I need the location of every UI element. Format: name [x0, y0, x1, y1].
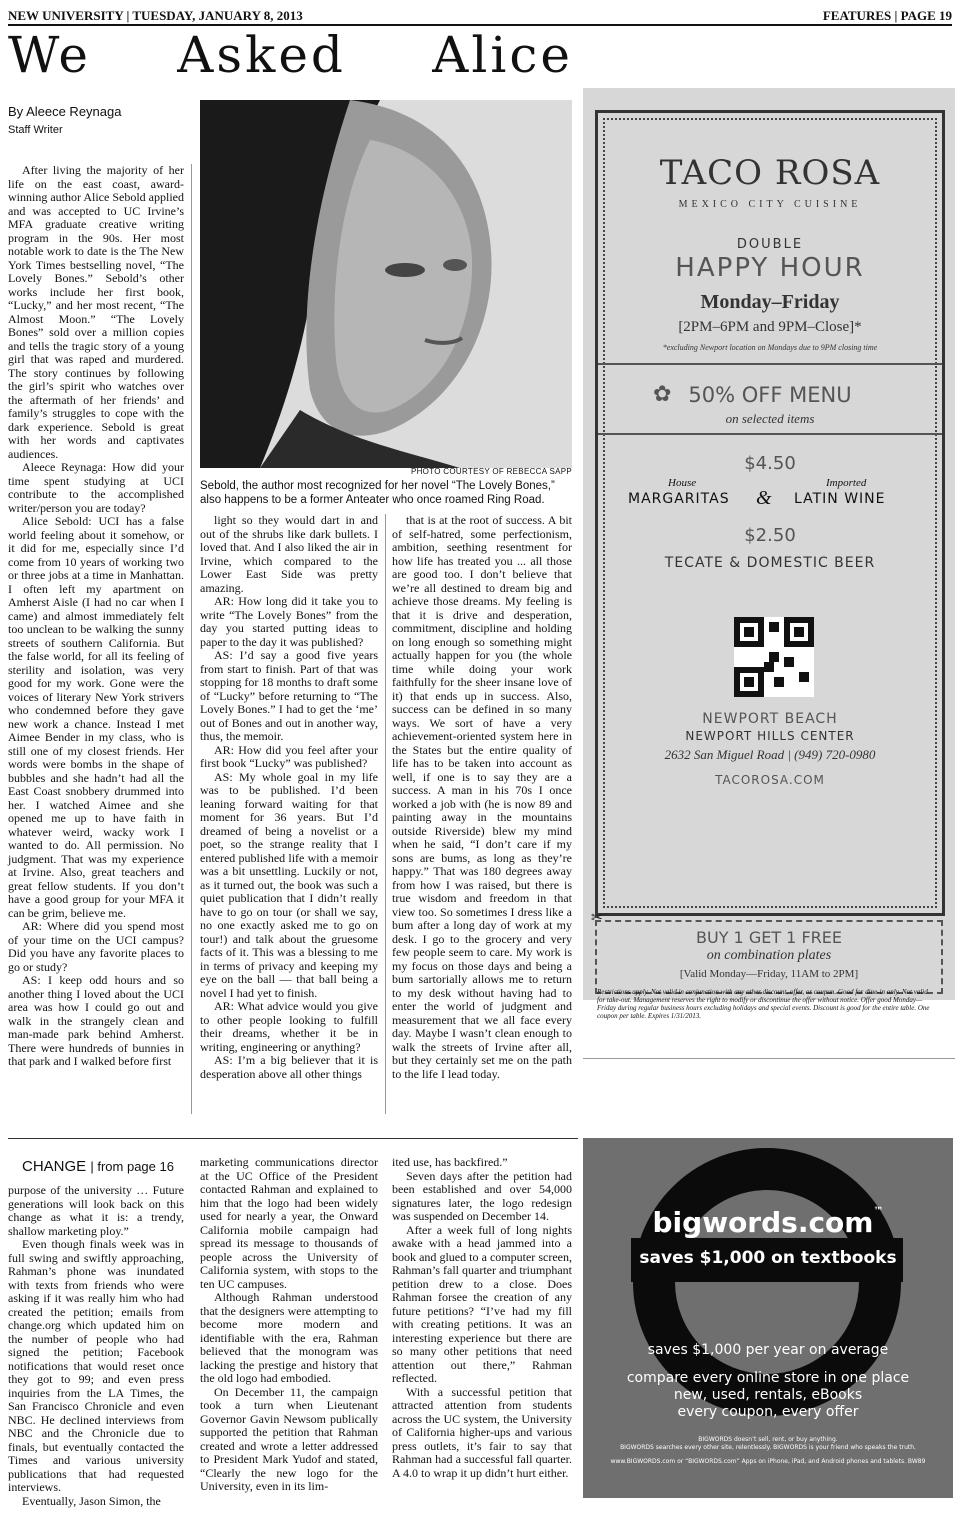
bigwords-line-2: compare every online store in one place: [626, 1370, 910, 1386]
paragraph: AS: I’d say a good five years from start to finish. Part of that was stopping for 18 months to draft some of “Lucky” before returning to “The Lovely Bones.” I had to get the ‘me’ out of Bones and out in another way, thus, the memoir.: [200, 648, 378, 743]
bigwords-line-4: every coupon, every offer: [677, 1404, 859, 1420]
ad-address: 2632 San Miguel Road | (949) 720-0980: [664, 747, 876, 762]
bigwords-ad[interactable]: [583, 1138, 953, 1498]
portrait-image: [200, 100, 572, 468]
ad-double: DOUBLE: [736, 237, 804, 252]
ad-latin-wine: LATIN WINE: [794, 491, 886, 507]
ad-website[interactable]: TACOROSA.COM: [715, 773, 825, 787]
ad-tagline: MEXICO CITY CUISINE: [678, 199, 862, 210]
jump-label: CHANGE: [22, 1158, 87, 1175]
ad-beer: TECATE & DOMESTIC BEER: [664, 555, 876, 571]
ad-menu-off: 50% OFF MENU: [688, 383, 852, 407]
taco-rosa-ad[interactable]: [583, 88, 955, 1020]
ad-note: *excluding Newport location on Mondays due to 9PM closing time: [662, 343, 878, 352]
byline: By Aleece Reynaga: [8, 104, 122, 119]
article-column-2: [200, 514, 378, 1081]
ad-house: House: [668, 477, 697, 489]
paragraph: Alice Sebold: UCI has a false world feeling about it somehow, or it did for me, especially since I’d come from 10 years of working two or three jobs at a time in Manhattan. I often left my apartment on Amherst Aisle (I had no car when I came) and almost immediately felt too unclean to be walking the sunny streets of southern California. But the false world, for all its feeling of sterility and isolation, was very good for my work. Gone were the voices of literary New York strivers who condemned before they gave new work a chance. Instead I met Aimee Bender in my class, who is still one of my closest friends. Her words were bombs in the shape of bubbles and she hadn’t had all the East Coast snobbery drummed into her. I watched Aimee and she opened me up to have faith in whatever weird, wacky work I wanted to do. All permission. No judgment. That was my experience at Irvine. Also, great teachers and great fellow students. If you don’t have a good group for your MFA it can be grim, believe me.: [8, 514, 184, 920]
section-divider: [8, 1138, 578, 1139]
title-word-1: We: [8, 26, 91, 84]
paragraph: After a week full of long nights awake with a head jammed into a book and glued to a computer screen, Rahman’s fall quarter and triumphant petition drew to a close. Does Rahman forsee the creation of any future petitions? “I’ve had my fill with creating petitions. It was an interesting experience but there are so many other petitions that need attention out there,” Rahman reflected.: [392, 1222, 572, 1385]
rose-icon: ✿: [653, 381, 672, 406]
bigwords-line-1: saves $1,000 per year on average: [647, 1342, 889, 1358]
paragraph: After living the majority of her life on the east coast, award-winning author Alice Sebold applied and was accepted to UC Irvine’s MFA graduate creative writing program in the 90s. Her most notable work to date is the The New York Times bestselling novel, “The Lovely Bones.” Sebold’s other works include her first book, “Lucky,” and her most recent, “The Almost Moon.” “The Lovely Bones” sold over a million copies and tells the tragic story of a young girl that was raped and murdered. The story continues by following the girl’s spirit who watches over the aftermath of her friends’ and family’s struggles to cope with the dark experience. Sebold is great with her words and captivates audiences.: [8, 163, 184, 461]
ad-menu-sub: on selected items: [725, 411, 815, 426]
paragraph: With a successful petition that attracted attention from students across the UC system, the University of California higher-ups and various press outlets, it’s fair to say that Rahman had a successful fall quarter. A 4.0 to wrap it up didn’t hurt either.: [392, 1384, 572, 1480]
header-left: NEW UNIVERSITY | TUESDAY, JANUARY 8, 2013: [8, 8, 303, 23]
paragraph: AR: What advice would you give to other people looking to fulfill their dreams, whether it be in writing, engineering or anything?: [200, 999, 378, 1054]
ad-location-2: NEWPORT HILLS CENTER: [685, 729, 855, 743]
ad-imported: Imported: [826, 477, 867, 489]
scissors-icon: ✂: [591, 911, 603, 926]
paragraph: AR: How long did it take you to write “The Lovely Bones” from the day you started putting ideas to paper to the day it was published?: [200, 594, 378, 649]
coupon-fine-print: Restrictions apply. Not valid in conjunction with any other discount, offer, or coupon. Good for dine-in only. Not valid for take-out. Management reserves the right to modify or discontinue the offer without notice. Offer good Monday—Friday during regular business hours excluding holidays and special events. Discount is good for the entire table. One coupon per table. Expires 1/31/2013.: [597, 988, 930, 1020]
bigwords-line-3: new, used, rentals, eBooks: [673, 1387, 863, 1403]
ad-price-2: $2.50: [744, 525, 796, 546]
article-column-3: [392, 514, 572, 1081]
section-divider: [583, 1058, 955, 1059]
jump-head: CHANGE | from page 16: [22, 1158, 174, 1175]
change-column-3: [392, 1156, 572, 1480]
header-right: FEATURES | PAGE 19: [822, 8, 952, 23]
paragraph: Aleece Reynaga: How did your time spent studying at UCI contribute to the accomplished writer/person you are today?: [8, 460, 184, 515]
coupon-subtitle: on combination plates: [706, 948, 832, 963]
column-divider: [385, 514, 386, 1114]
paragraph: marketing communications director at the UC Office of the President contacted Rahman and explained to him that the logo had been widely used for nearly a year, the Onward California mobile campaign had spread its message to thousands of people across the University of California system, with stops to the ten UC campuses.: [200, 1155, 378, 1291]
photo-credit: PHOTO COURTESY OF REBECCA SAPP: [410, 467, 572, 476]
ad-brand: TACO ROSA: [659, 153, 881, 193]
ad-location-1: NEWPORT BEACH: [702, 711, 838, 727]
bigwords-brand: bigwords.com™: [652, 1206, 884, 1239]
bigwords-fine-2: BIGWORDS searches every other site, relentlessly. BIGWORDS is your friend who speaks the truth.: [620, 1444, 916, 1451]
paragraph: AR: How did you feel after your first book “Lucky” was published?: [200, 742, 378, 770]
change-column-1: [8, 1184, 184, 1508]
qr-code-icon[interactable]: [734, 617, 814, 697]
paragraph: light so they would dart in and out of the shrubs like dark bullets. I loved that. And I also liked the air in Irvine, which compared to the Lower East Side was pretty amazing.: [200, 513, 378, 595]
photo-caption: Sebold, the author most recognized for her novel “The Lovely Bones,” also happens to be a former Anteater who once roamed Ring Road.: [200, 480, 555, 506]
byline-role: Staff Writer: [8, 124, 63, 136]
ad-border: [595, 110, 945, 916]
page-header: [8, 4, 952, 26]
paragraph: Eventually, Jason Simon, the: [22, 1493, 161, 1508]
author-photo: [200, 100, 572, 468]
paragraph: Seven days after the petition had been established and over 54,000 signatures later, the logo redesign was suspended on December 14.: [392, 1168, 572, 1223]
coupon-title: BUY 1 GET 1 FREE: [696, 928, 842, 947]
ad-divider: [598, 433, 942, 435]
title-word-3: Alice: [432, 26, 573, 84]
bigwords-fine-1: BIGWORDS doesn’t sell, rent, or buy anything.: [698, 1436, 838, 1443]
paragraph: that is at the root of success. A bit of self-hatred, some perfectionism, ambition, seething resentment for how life has treated you ... all those are good too. I don’t believe that we’re all destined to dream big and achieve those dreams. My feeling is that it is drive and desperation, commitment, discipline and holding on long enough so something might actually happen for you (the whole time while doing your work faithfully for the sheer insane love of it) that ends up in success. Also, success can be defined in so many ways. We sort of have a very achievement-oriented system here in the States but the entire quality of life has to be taken into account as well, if one is to say they are a success. A man in his 70s I once worked a job with (he is now 89 and painting away in the mountains outside Riverside) blew my mind when he said, “I don’t care if my sons are bums, as long as they’re happy.” That was 180 degrees away from how I was raised, but there is true wisdom and freedom in that view too. So sometimes I dress like a bum after a long day of work at my desk. I go to the grocery and very few people seem to care. My work is my focus on those days and being a bum sartorially allows me to return to my desk without having had to enter the world of judgment and measurement that we all face every day. Maybe I wasn’t clean enough to walk the streets of Irvine after all, but they certainly set me on the path to the life I lead today.: [392, 513, 572, 1081]
bigwords-headline: saves $1,000 on textbooks: [639, 1248, 897, 1268]
paragraph: purpose of the university … Future generations will look back on this change as what it is: a trendy, shallow marketing ploy.”: [8, 1183, 184, 1238]
paragraph: On December 11, the campaign took a turn when Lieutenant Governor Gavin Newsom publically supported the petition that Rahman created and wrote a letter addressed to President Mark Yudof and stated, “Clearly the new logo for the University, even in its lim-: [200, 1384, 378, 1493]
paragraph: AR: Where did you spend most of your time on the UCI campus? Did you have any favorite places to go or study?: [8, 919, 184, 974]
article-column-1: [8, 164, 184, 1069]
ad-happy-hour: HAPPY HOUR: [675, 253, 865, 283]
change-column-2: [200, 1156, 378, 1494]
ad-divider: [598, 363, 942, 365]
ad-price-1: $4.50: [744, 453, 796, 474]
paragraph: ited use, has backfired.”: [392, 1155, 508, 1169]
paragraph: AS: I’m a big believer that it is desperation above all other things: [200, 1053, 378, 1081]
title-word-2: Asked: [177, 26, 346, 84]
ad-margaritas: MARGARITAS: [628, 491, 730, 507]
ad-amp: &: [756, 487, 772, 509]
jump-from: from page 16: [97, 1159, 174, 1174]
ad-times: [2PM–6PM and 9PM–Close]*: [678, 319, 862, 335]
column-divider: [191, 164, 192, 1114]
paragraph: AS: I keep odd hours and so another thing I loved about the UCI area was how I could go out and walk in the strangely clean and man-made park behind Amherst. There were hundreds of bunnies in that park and I walked before first: [8, 973, 184, 1068]
ad-days: Monday–Friday: [700, 291, 840, 313]
coupon-valid: [Valid Monday—Friday, 11AM to 2PM]: [679, 968, 859, 980]
paragraph: Although Rahman understood that the designers were attempting to become more modern and identifiable with the era, Rahman believed that the monogram was lacking the prestige and history that the old logo had embodied.: [200, 1290, 378, 1385]
paragraph: Even though finals week was in full swing and swiftly approaching, Rahman’s phone was inundated with texts from friends who were asking if it was really him who had created the petition; emails from change.org which updated him on the number of people who had signed the petition; Facebook notifications that would reset once they got to 99; and even press inquiries from the LA Times, the San Francisco Chronicle and even NBC. He declined interviews from NBC and the Chronicle due to finals, but eventually contacted the Times and various university publications that had requested interviews.: [8, 1237, 184, 1494]
paragraph: AS: My whole goal in my life was to be published. I’d been leaning forward waiting for that moment for 36 years. But I’d dreamed of being a novelist or a poet, so the strange reality that I entered published life with a memoir was a bit unsettling. Luckily or not, as it turned out, the book was such a quiet publication that I didn’t really have to go on tour (or shall we say, no one exactly asked me to go on tour!) and talk about the gruesome facts of it. This was a blessing to me in terms of privacy and keeping my eye on the ball — that ball being a novel I had yet to finish.: [200, 769, 378, 1000]
article-title: [8, 26, 573, 84]
ad-coupon[interactable]: [595, 920, 943, 994]
bigwords-fine-3: www.BIGWORDS.com or “BIGWORDS.com” Apps on iPhone, iPad, and Android phones and tablets. BW89: [610, 1458, 926, 1465]
